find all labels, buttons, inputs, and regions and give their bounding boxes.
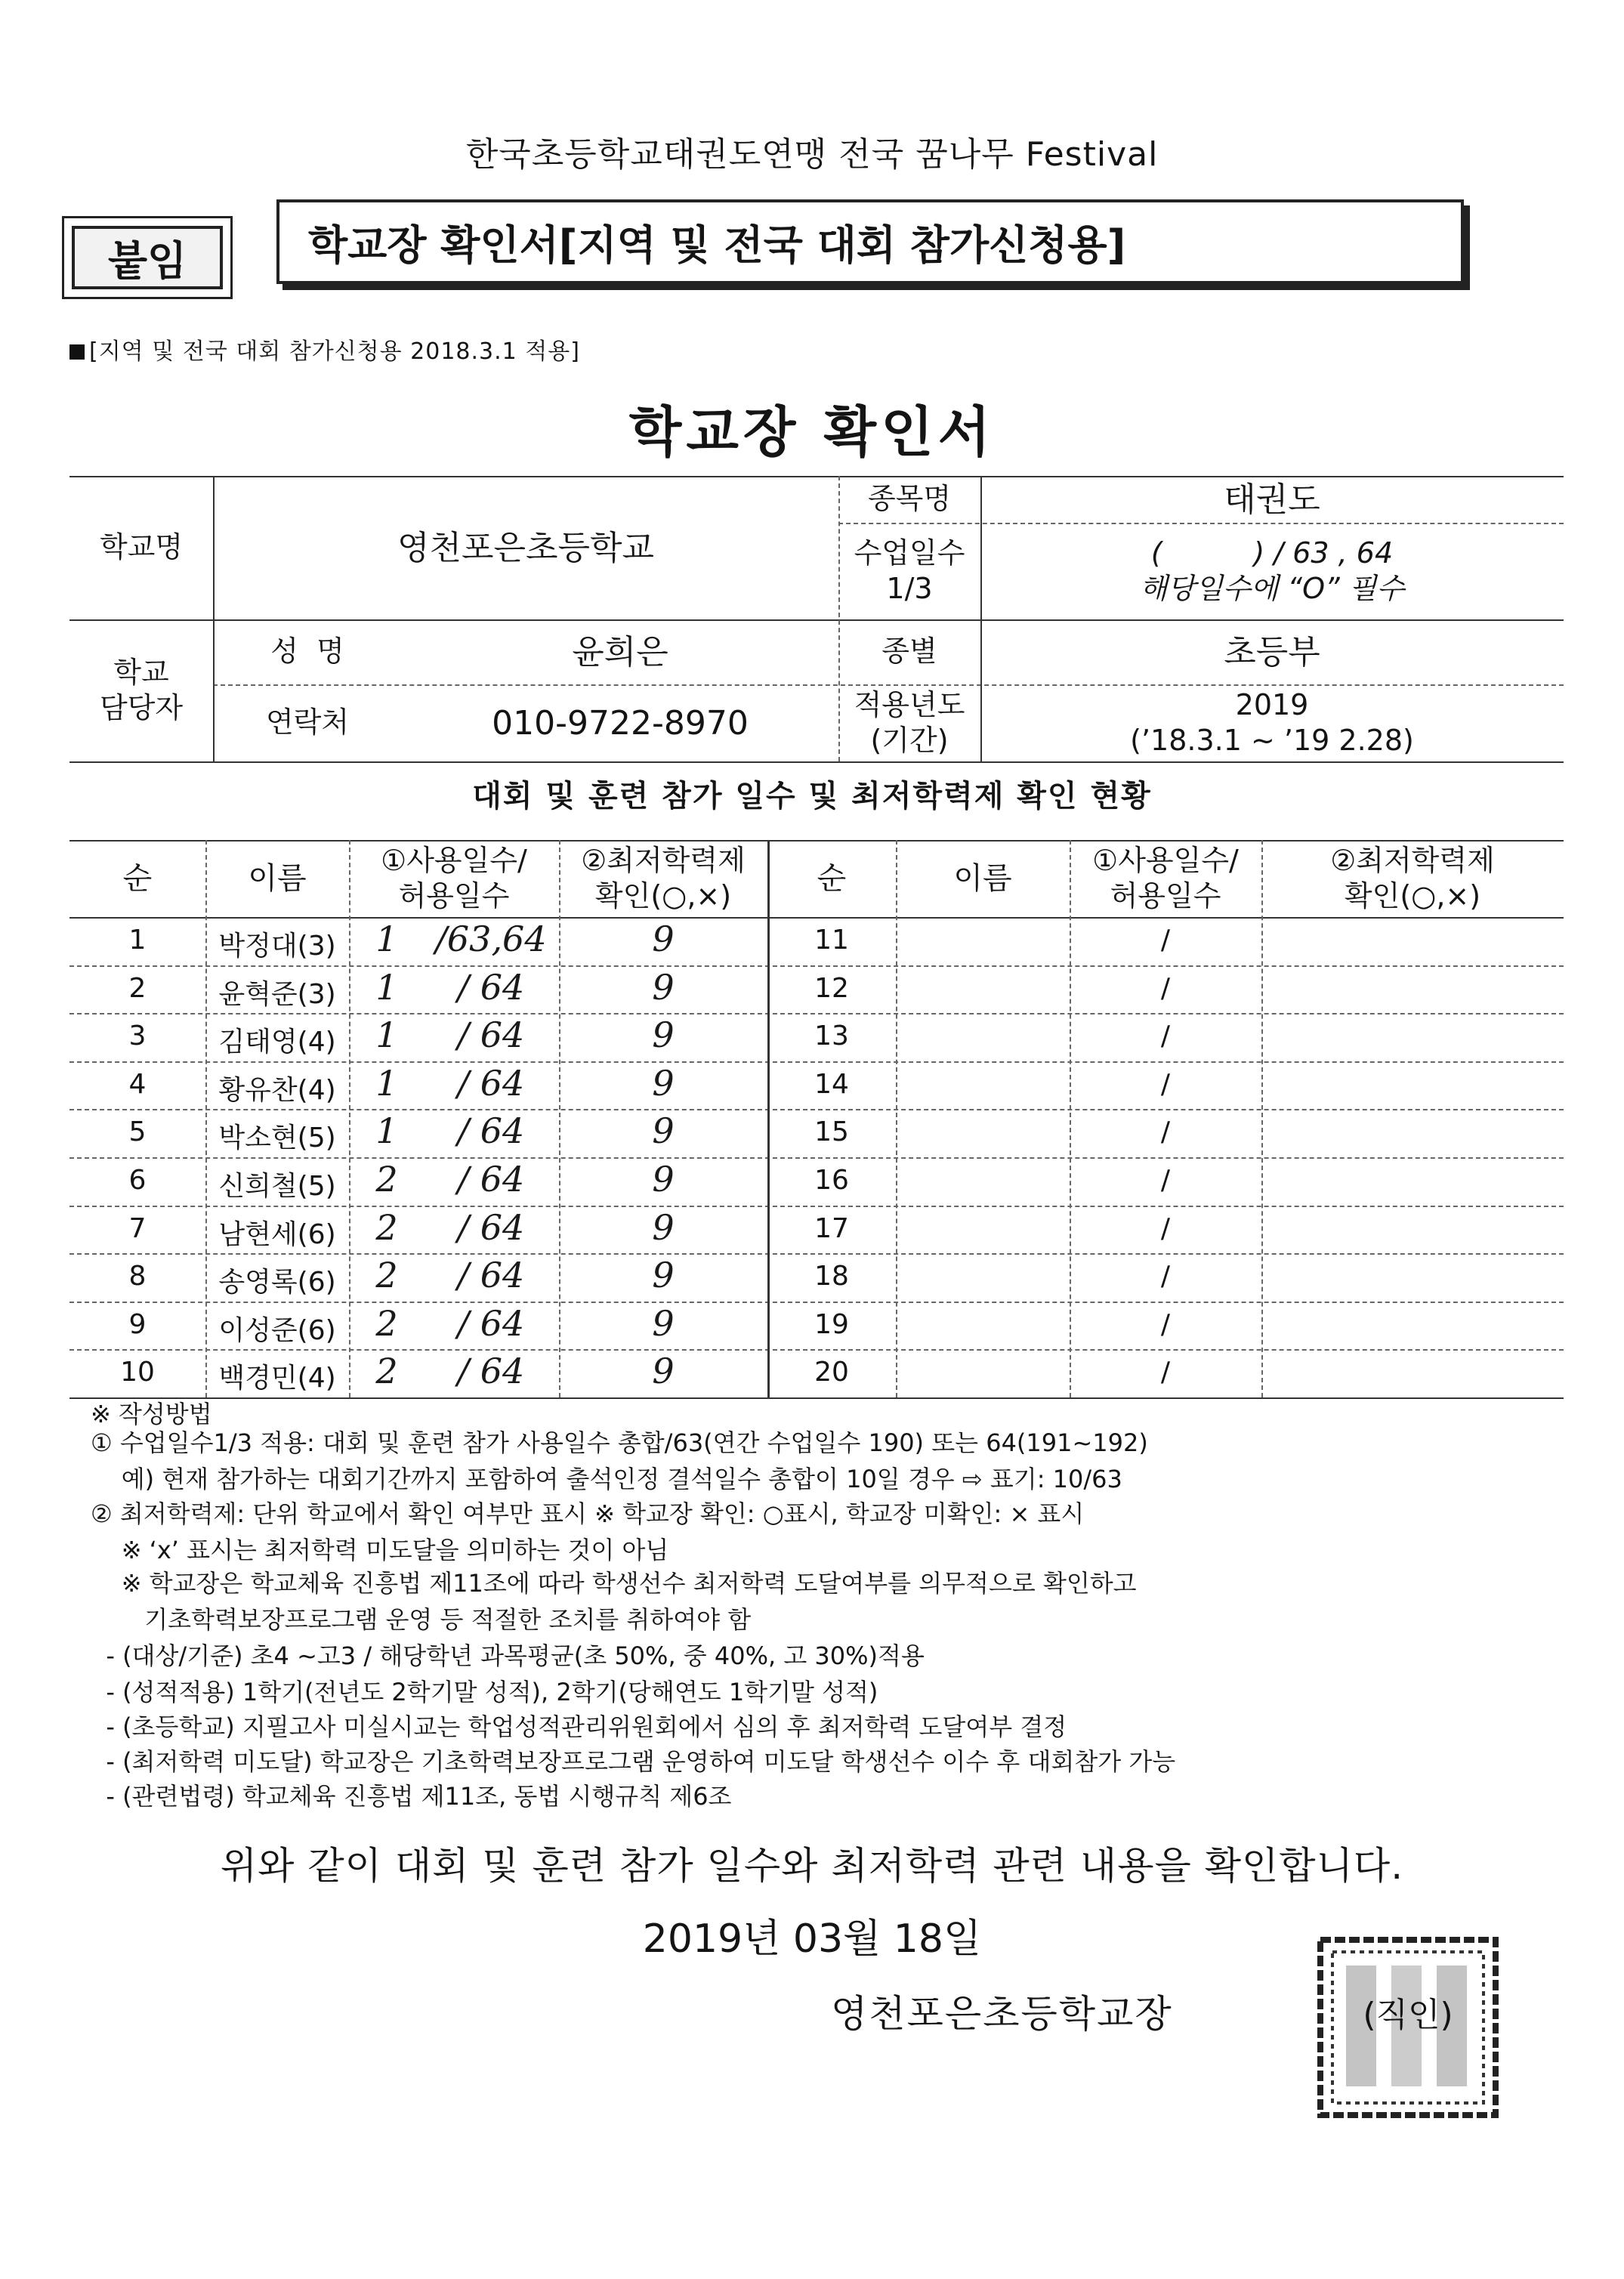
days-slash-right: /	[1160, 1261, 1171, 1292]
contact-label: 연락처	[265, 706, 350, 740]
row-number-right: 19	[814, 1308, 849, 1340]
days-slash-right: /	[1160, 1357, 1171, 1388]
name-label: 성 명	[270, 635, 344, 669]
school-name: 영천포은초등학교	[397, 528, 655, 567]
event-label: 종목명	[867, 482, 952, 516]
header-no-right: 순	[817, 861, 847, 896]
header-min-grade-right-line2: 확인(○,×)	[1344, 879, 1481, 913]
header-name-right: 이름	[953, 861, 1012, 896]
student-name: 김태영(4)	[218, 1027, 336, 1058]
min-grade-check: 9	[652, 1014, 675, 1056]
instruction-line: 예) 현재 참가하는 대회기간까지 포함하여 출석인정 결석일수 총합이 10일 경우 ⇨ 표기: 10/63	[91, 1465, 1122, 1493]
header-days-line2: 허용일수	[398, 879, 510, 913]
header-days-right-line1: ①사용일수/	[1092, 843, 1239, 877]
manager-label-line1: 학교	[113, 655, 169, 689]
instruction-line: ① 수업일수1/3 적용: 대회 및 훈련 참가 사용일수 총합/63(연간 수업일수 190) 또는 64(191~192)	[91, 1428, 1148, 1457]
header-title: 학교장 확인서[지역 및 전국 대회 참가신청용]	[276, 199, 1464, 284]
days-slash-right: /	[1160, 972, 1171, 1004]
document-date: 2019년 03월 18일	[642, 1916, 982, 1962]
allowed-days: / 64	[457, 1255, 525, 1296]
row-number-right: 11	[814, 925, 849, 956]
days-slash-right: /	[1160, 1308, 1171, 1340]
document-title: 학교장 확인서	[628, 400, 996, 464]
allowed-days: / 64	[457, 1206, 525, 1248]
instruction-line: - (최저학력 미도달) 학교장은 기초학력보장프로그램 운영하여 미도달 학생선수 이수 후 대회참가 가능	[91, 1747, 1176, 1776]
school-days-value-line1: ( ) / 63 , 64	[1150, 536, 1394, 570]
header-min-grade	[559, 840, 767, 917]
year-label-line1: 적용년도	[854, 687, 965, 721]
allowed-days: / 64	[457, 1159, 525, 1200]
header-days-line1: ①사용일수/	[381, 843, 527, 877]
header-days-right-line2: 허용일수	[1110, 879, 1221, 913]
division-value: 초등부	[1224, 632, 1320, 672]
row-number: 8	[128, 1261, 147, 1292]
min-grade-check: 9	[652, 1351, 675, 1392]
year-label-line2: (기간)	[870, 724, 949, 757]
used-days: 1	[375, 1062, 398, 1104]
school-days-label-line1: 수업일수	[854, 536, 965, 570]
header-name: 이름	[248, 861, 307, 896]
student-name: 황유찬(4)	[218, 1074, 336, 1106]
used-days: 2	[375, 1255, 398, 1296]
instruction-line: - (대상/기준) 초4 ~고3 / 해당학년 과목평균(초 50%, 중 40%, 고 30%)적용	[91, 1641, 925, 1670]
student-name: 남현세(6)	[218, 1218, 336, 1250]
used-days: 1	[375, 966, 398, 1008]
allowed-days: / 64	[457, 966, 525, 1008]
school-days-value-line2: 해당일수에 “O” 필수	[1139, 572, 1405, 605]
manager-name: 윤희은	[572, 632, 668, 672]
usage-note-text: [지역 및 전국 대회 참가신청용 2018.3.1 적용]	[89, 338, 580, 365]
header-days-right	[1070, 840, 1261, 917]
allowed-days: / 64	[457, 1351, 525, 1392]
min-grade-check: 9	[652, 1062, 675, 1104]
used-days: 1	[375, 919, 398, 959]
instructions-heading: ※ 작성방법	[91, 1400, 212, 1428]
festival-title: 한국초등학교태권도연맹 전국 꿈나무 Festival	[465, 135, 1159, 174]
row-number: 3	[128, 1021, 147, 1052]
used-days: 1	[375, 1110, 398, 1152]
instruction-line: - (성적적용) 1학기(전년도 2학기말 성적), 2학기(당해연도 1학기말 성적)	[91, 1678, 878, 1706]
seal-text: (직인)	[1363, 1996, 1453, 2034]
days-slash-right: /	[1160, 1165, 1171, 1196]
official-seal-icon	[1316, 1935, 1500, 2120]
days-slash-right: /	[1160, 1212, 1171, 1244]
instruction-line: - (관련법령) 학교체육 진흥법 제11조, 동법 시행규칙 제6조	[91, 1782, 732, 1811]
days-slash-right: /	[1160, 925, 1171, 956]
header-no: 순	[122, 861, 153, 896]
row-number-right: 15	[814, 1116, 849, 1148]
row-number-right: 17	[814, 1212, 849, 1244]
row-number-right: 16	[814, 1165, 849, 1196]
allowed-days: /63,64	[435, 919, 547, 959]
min-grade-check: 9	[652, 1302, 675, 1344]
header-min-grade-line2: 확인(○,×)	[594, 879, 732, 913]
student-name: 윤혁준(3)	[218, 978, 336, 1010]
row-number: 2	[128, 972, 147, 1004]
days-slash-right: /	[1160, 1021, 1171, 1052]
school-label: 학교명	[99, 530, 184, 564]
row-number-right: 14	[814, 1068, 849, 1100]
allowed-days: / 64	[457, 1014, 525, 1056]
row-number: 4	[128, 1068, 147, 1100]
row-number: 10	[120, 1357, 155, 1388]
instruction-line: ※ ‘x’ 표시는 최저학력 미도달을 의미하는 것이 아님	[91, 1536, 669, 1564]
header-min-grade-line1: ②최저학력제	[581, 843, 746, 877]
min-grade-check: 9	[652, 1255, 675, 1296]
student-name: 신희철(5)	[218, 1171, 336, 1202]
row-number: 7	[128, 1212, 147, 1244]
attachment-tag-label: 붙임	[72, 226, 223, 289]
instruction-line: ② 최저학력제: 단위 학교에서 확인 여부만 표시 ※ 학교장 확인: ○표시, 학교장 미확인: × 표시	[91, 1499, 1085, 1528]
header-min-grade-right-line1: ②최저학력제	[1330, 843, 1495, 877]
used-days: 2	[375, 1206, 398, 1248]
days-slash-right: /	[1160, 1068, 1171, 1100]
days-slash-right: /	[1160, 1116, 1171, 1148]
school-days-label-line2: 1/3	[886, 572, 933, 605]
student-name: 백경민(4)	[218, 1363, 336, 1394]
confirmation-text: 위와 같이 대회 및 훈련 참가 일수와 최저학력 관련 내용을 확인합니다.	[220, 1844, 1404, 1888]
student-name: 이성준(6)	[218, 1314, 336, 1346]
student-name: 박정대(3)	[218, 931, 336, 962]
row-number-right: 13	[814, 1021, 849, 1052]
min-grade-check: 9	[652, 919, 675, 959]
used-days: 2	[375, 1302, 398, 1344]
division-label: 종별	[881, 635, 937, 669]
row-number: 9	[128, 1308, 147, 1340]
year-value-line2: (’18.3.1 ~ ’19 2.28)	[1130, 724, 1414, 757]
student-name: 박소현(5)	[218, 1123, 336, 1154]
row-number: 6	[128, 1165, 147, 1196]
instruction-line: 기초학력보장프로그램 운영 등 적절한 조치를 취하여야 함	[91, 1605, 752, 1634]
instruction-line: - (초등학교) 지필고사 미실시교는 학업성적관리위원회에서 심의 후 최저학력 도달여부 결정	[91, 1712, 1067, 1741]
row-number-right: 18	[814, 1261, 849, 1292]
contact-value: 010-9722-8970	[492, 703, 749, 743]
min-grade-check: 9	[652, 1159, 675, 1200]
min-grade-check: 9	[652, 1206, 675, 1248]
manager-label-line2: 담당자	[99, 691, 184, 724]
used-days: 1	[375, 1014, 398, 1056]
row-number-right: 12	[814, 972, 849, 1004]
event-value: 태권도	[1224, 480, 1320, 519]
instruction-line: ※ 학교장은 학교체육 진흥법 제11조에 따라 학생선수 최저학력 도달여부를 의무적으로 확인하고	[91, 1569, 1137, 1598]
used-days: 2	[375, 1351, 398, 1392]
header-min-grade-right	[1261, 840, 1564, 917]
used-days: 2	[375, 1159, 398, 1200]
principal-signature: 영천포은초등학교장	[831, 1992, 1173, 2036]
allowed-days: / 64	[457, 1062, 525, 1104]
allowed-days: / 64	[457, 1110, 525, 1152]
min-grade-check: 9	[652, 966, 675, 1008]
row-number-right: 20	[814, 1357, 849, 1388]
row-number: 5	[128, 1116, 147, 1148]
student-name: 송영록(6)	[218, 1267, 336, 1299]
year-value-line1: 2019	[1235, 687, 1309, 721]
stats-title: 대회 및 훈련 참가 일수 및 최저학력제 확인 현황	[472, 779, 1152, 814]
allowed-days: / 64	[457, 1302, 525, 1344]
min-grade-check: 9	[652, 1110, 675, 1152]
header-days	[349, 840, 559, 917]
row-number: 1	[128, 925, 147, 956]
